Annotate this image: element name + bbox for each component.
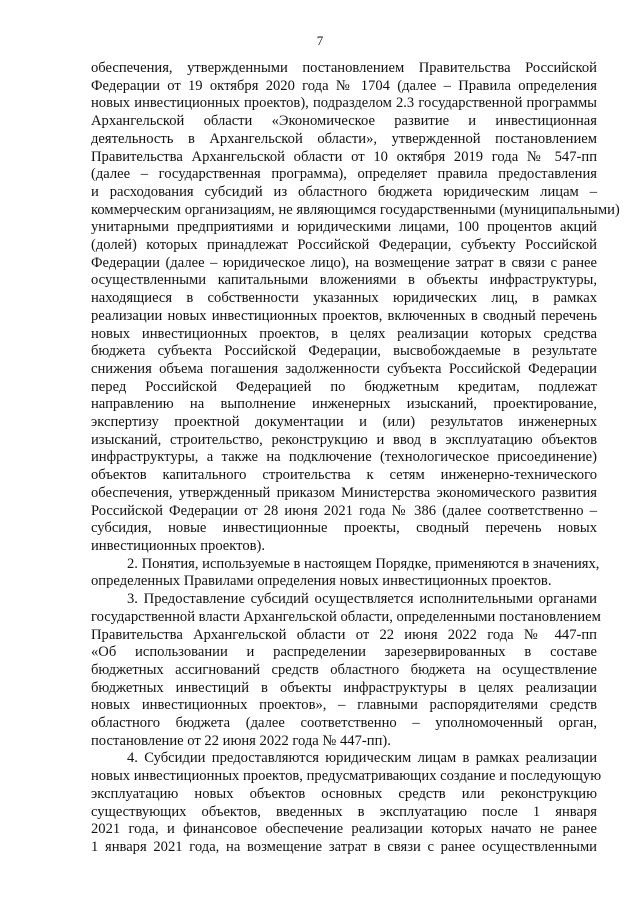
text-line: и расходования субсидий из областного бюджета юридическим лицам – xyxy=(91,183,597,200)
text-line: коммерческим организациям, не являющимся государственными (муниципальными) xyxy=(91,201,620,218)
text-line: эксплуатацию новых объектов основных средств или реконструкцию xyxy=(91,785,597,802)
text-line: деятельность в Архангельской области», утвержденной постановлением xyxy=(91,130,597,147)
text-line: новых инвестиционных проектов», – главными распорядителями средств xyxy=(91,697,597,714)
text-line: реализации новых инвестиционных проектов, включенных в сводный перечень xyxy=(91,307,597,324)
text-line: изысканий, строительство, реконструкцию и ввод в эксплуатацию объектов xyxy=(91,431,597,448)
text-line: новых инвестиционных проектов, предусматривающих создание и последующую xyxy=(91,768,602,785)
text-line: объектов капитального строительства к сетям инженерно-технического xyxy=(91,467,597,484)
text-line: новых инвестиционных проектов, в целях реализации которых средства xyxy=(91,325,597,342)
text-line: обеспечения, утвержденными постановлением Правительства Российской xyxy=(91,60,597,76)
text-line: бюджетных инвестиций в объекты инфраструктуры в целях реализации xyxy=(91,679,597,696)
text-line: Российской Федерации от 28 июня 2021 года № 386 (далее соответственно – xyxy=(91,502,597,519)
text-line: обеспечения, утвержденный приказом Министерства экономического развития xyxy=(91,484,597,501)
text-line: 1 января 2021 года, на возмещение затрат в связи с ранее осуществленными xyxy=(91,838,597,855)
text-line: осуществленными капитальными вложениями в объекты инфраструктуры, xyxy=(91,272,597,289)
text-line: Федерации (далее – юридическое лицо), на возмещение затрат в связи с ранее xyxy=(91,254,597,271)
paragraph-1-continued xyxy=(91,60,620,556)
text-line: Правительства Архангельской области от 10 октября 2019 года № 547-пп xyxy=(91,148,597,165)
paragraph-4 xyxy=(91,750,602,856)
text-line: Архангельской области «Экономическое развитие и инвестиционная xyxy=(91,113,597,130)
text-line: направлению на выполнение инженерных изысканий, проектирование, xyxy=(91,396,597,413)
text-line: государственной власти Архангельской области, определенными постановлением xyxy=(91,608,601,625)
text-line: 2. Понятия, используемые в настоящем Порядке, применяются в значениях, xyxy=(127,555,600,572)
text-line: бюджета субъекта Российской Федерации, высвобождаемые в результате xyxy=(91,343,597,360)
text-line: экспертизу проектной документации и (или) результатов инженерных xyxy=(91,414,597,431)
paragraph-2 xyxy=(91,555,600,591)
text-line: снижения объема погашения задолженности субъекта Российской Федерации xyxy=(91,360,597,377)
text-line: постановление от 22 июня 2022 года № 447-пп). xyxy=(91,732,391,749)
document-body xyxy=(91,60,620,857)
text-line: (долей) которых принадлежат Российской Федерации, субъекту Российской xyxy=(91,237,597,254)
text-line: унитарными предприятиями и юридическими лицами, 100 процентов акций xyxy=(91,219,597,236)
text-line: 4. Субсидии предоставляются юридическим лицам в рамках реализации xyxy=(127,750,597,767)
page-number: 7 xyxy=(316,33,324,48)
text-line: областного бюджета (далее соответственно – уполномоченный орган, xyxy=(91,715,597,732)
text-line: субсидия, новые инвестиционные проекты, сводный перечень новых xyxy=(91,520,597,537)
text-line: бюджетных ассигнований средств областного бюджета на осуществление xyxy=(91,661,597,678)
text-line: «Об использовании и распределении зарезервированных в составе xyxy=(91,644,597,661)
text-line: Правительства Архангельской области от 22 июня 2022 года № 447-пп xyxy=(91,626,597,643)
text-line: существующих объектов, введенных в эксплуатацию после 1 января xyxy=(91,803,597,820)
text-line: находящиеся в собственности указанных юридических лиц, в рамках xyxy=(91,290,597,307)
text-line: инфраструктуры, а также на подключение (технологическое присоединение) xyxy=(91,449,597,466)
text-line: 3. Предоставление субсидий осуществляется исполнительными органами xyxy=(127,591,597,608)
paragraph-3 xyxy=(91,591,601,750)
text-line: новых инвестиционных проектов), подразделом 2.3 государственной программы xyxy=(91,95,597,112)
text-line: определенных Правилами определения новых инвестиционных проектов. xyxy=(91,573,552,590)
text-line: (далее – государственная программа), определяет правила предоставления xyxy=(91,166,597,183)
text-line: перед Российской Федерацией по бюджетным кредитам, подлежат xyxy=(91,378,597,395)
text-line: Федерации от 19 октября 2020 года № 1704 (далее – Правила определения xyxy=(91,77,597,94)
text-line: 2021 года, и финансовое обеспечение реализации которых начато не ранее xyxy=(91,821,597,838)
text-line: инвестиционных проектов). xyxy=(91,537,266,554)
